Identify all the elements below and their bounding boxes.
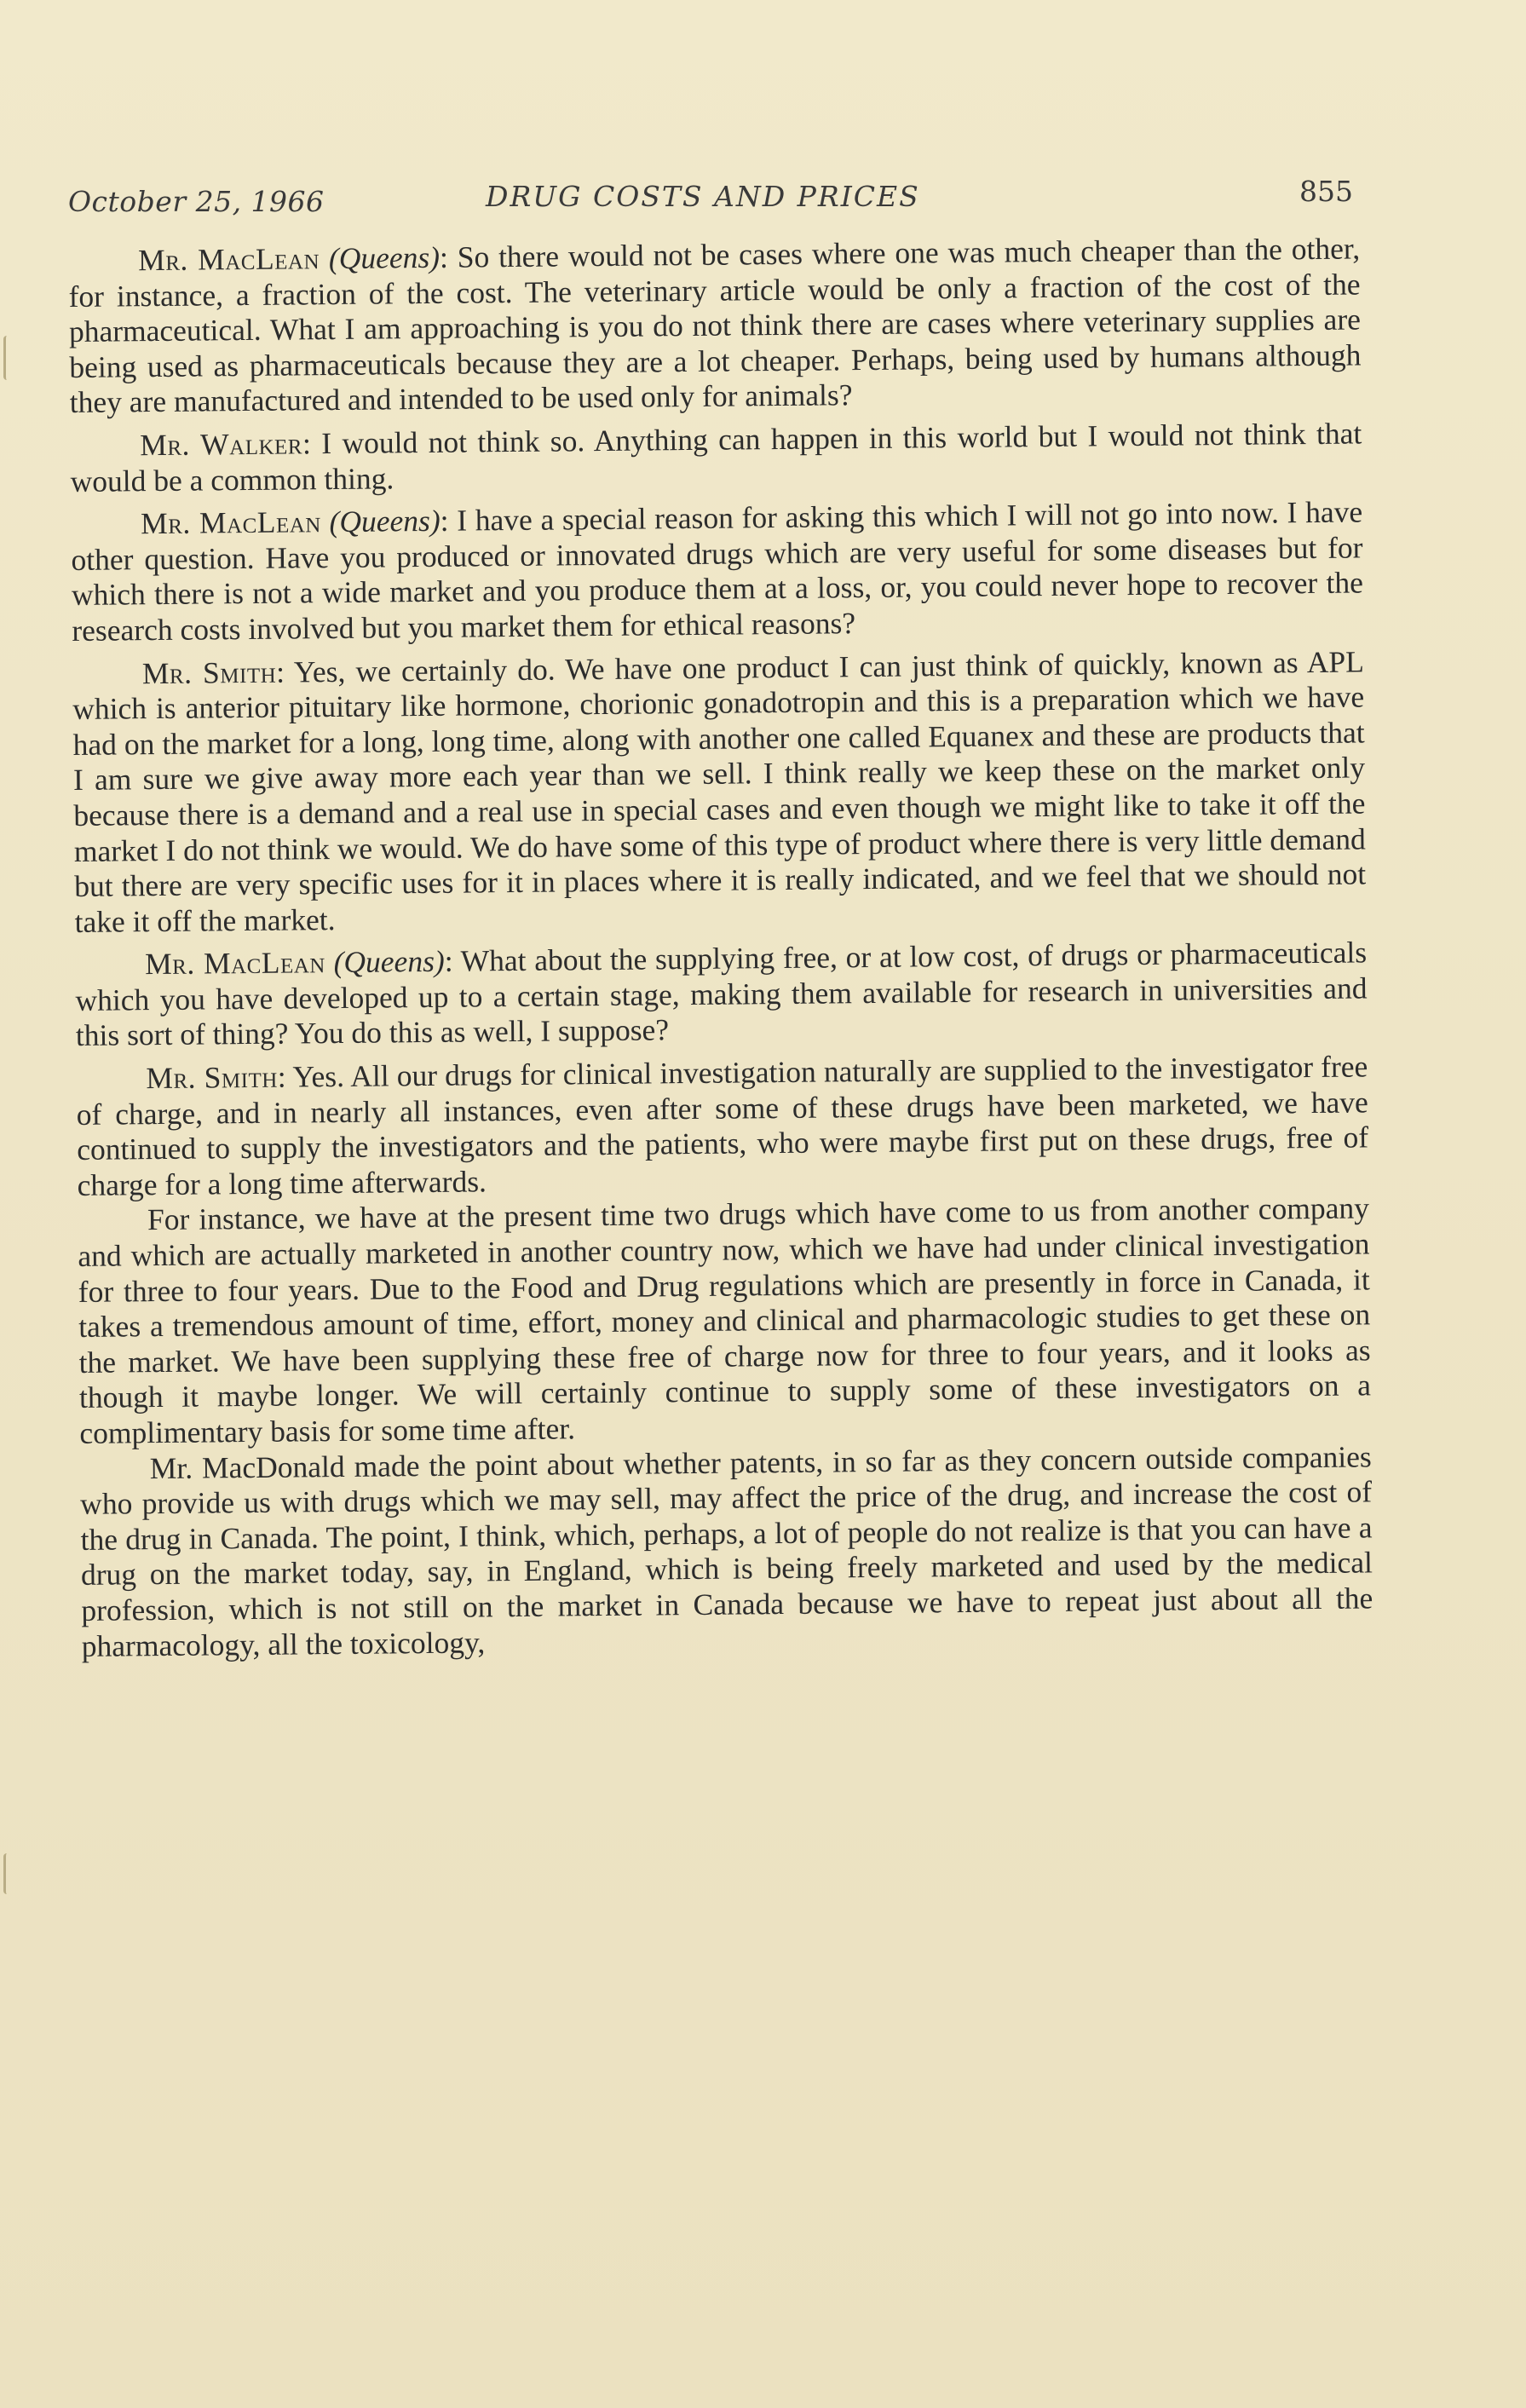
page-number: 855 — [1299, 175, 1353, 208]
paragraph — [76, 1049, 1369, 1203]
margin-mark — [3, 1853, 11, 1894]
paragraph — [72, 644, 1367, 940]
margin-mark — [3, 336, 11, 380]
paragraph-text: : Yes. All our drugs for clinical investigation naturally are supplied to the investigator free of charge, and in nearly all instances, even after some of these drugs have been marketed, we have continued to supply the investigators and the patients, who were maybe first put on these drugs, free of charge for a long time afterwards. — [76, 1049, 1369, 1202]
speaker-name: Mr. MacLean — [144, 945, 326, 982]
running-header — [68, 175, 1360, 226]
paragraph-text: Mr. MacDonald made the point about whether patents, in so far as they concern outside companies who provide us with drugs which we may sell, may affect the price of the drug, and increase the cost of the drug in Canada. The point, I think, which, perhaps, a lot of people do not realize is that you can have a drug on the market today, say, in England, which is being freely marketed and used by the medical profession, which is not still on the market in Canada because we have to repeat just about all the pharmacology, all the toxicology, — [80, 1438, 1373, 1663]
paragraph — [71, 495, 1364, 649]
speaker-name: Mr. MacLean — [137, 241, 320, 278]
speaker-name: Mr. MacLean — [140, 504, 322, 541]
paragraph — [75, 936, 1368, 1054]
header-title: DRUG COSTS AND PRICES — [486, 180, 920, 213]
header-date: October 25, 1966 — [68, 185, 325, 218]
speaker-riding: (Queens) — [329, 503, 441, 539]
paragraph-text: : Yes, we certainly do. We have one product I can just think of quickly, known as APL which is anterior pituitary like hormone, chorionic gonadotropin and this is a preparation which we have had on the market for a long, long time, along with another one called Equanex and these are products that I am sure we give away more each year than we sell. I think really we keep these on the market only because there is a demand and a real use in special cases and even though we might like to take it off the market I do not think we would. We do have some of this type of product where there is very little demand but there are very specific uses for it in places where it is really indicated, and we feel that we should not take it off the market. — [72, 643, 1367, 939]
paragraph-text: For instance, we have at the present time two drugs which have come to us from another company and which are actually marketed in another country now, which we have had under clinical investigation for three to four years. Due to the Food and Drug regulations which are presently in force in Canada, it takes a tremendous amount of time, effort, money and clinical and pharmacologic studies to get these on the market. We have been supplying these free of charge now for three to four years, and it looks as though it maybe longer. We will certainly continue to supply some of these investigators on a complimentary basis for some time after. — [78, 1190, 1372, 1450]
speaker-riding: (Queens) — [333, 944, 445, 980]
speaker-riding: (Queens) — [328, 239, 441, 276]
speaker-name: Mr. Smith — [146, 1059, 278, 1096]
paragraph — [78, 1191, 1372, 1452]
paragraph — [68, 231, 1362, 421]
speaker-name: Mr. Walker — [140, 426, 303, 463]
paragraph — [80, 1439, 1373, 1664]
speaker-name: Mr. Smith — [141, 654, 277, 690]
paragraph-text: : So there would not be cases where one was much cheaper than the other, for instance, a fraction of the cost. The veterinary article would be only a fraction of the cost of the pharmaceutical. What I am approaching is you do not think there are cases where veterinary supplies are being used as pharmaceuticals because they are a lot cheaper. Perhaps, being used by humans although they are manufactured and intended to be used only for animals? — [68, 231, 1362, 420]
paragraph-text: : I would not think so. Anything can happen in this world but I would not think that would be a common thing. — [70, 416, 1362, 498]
paragraph-text: : I have a special reason for asking this which I will not go into now. I have other question. Have you produced or innovated drugs which are very useful for some diseases but for which there is not a wide market and you produce them at a loss, or, you could never hope to recover the research costs involved but you market them for ethical reasons? — [71, 494, 1364, 648]
paragraph — [70, 416, 1362, 499]
paragraph-text: : What about the supplying free, or at low cost, of drugs or pharmaceuticals which you have developed up to a certain stage, making them available for research in universities and this sort of thing? You do this as well, I suppose? — [75, 935, 1368, 1053]
body-text — [68, 231, 1373, 1672]
